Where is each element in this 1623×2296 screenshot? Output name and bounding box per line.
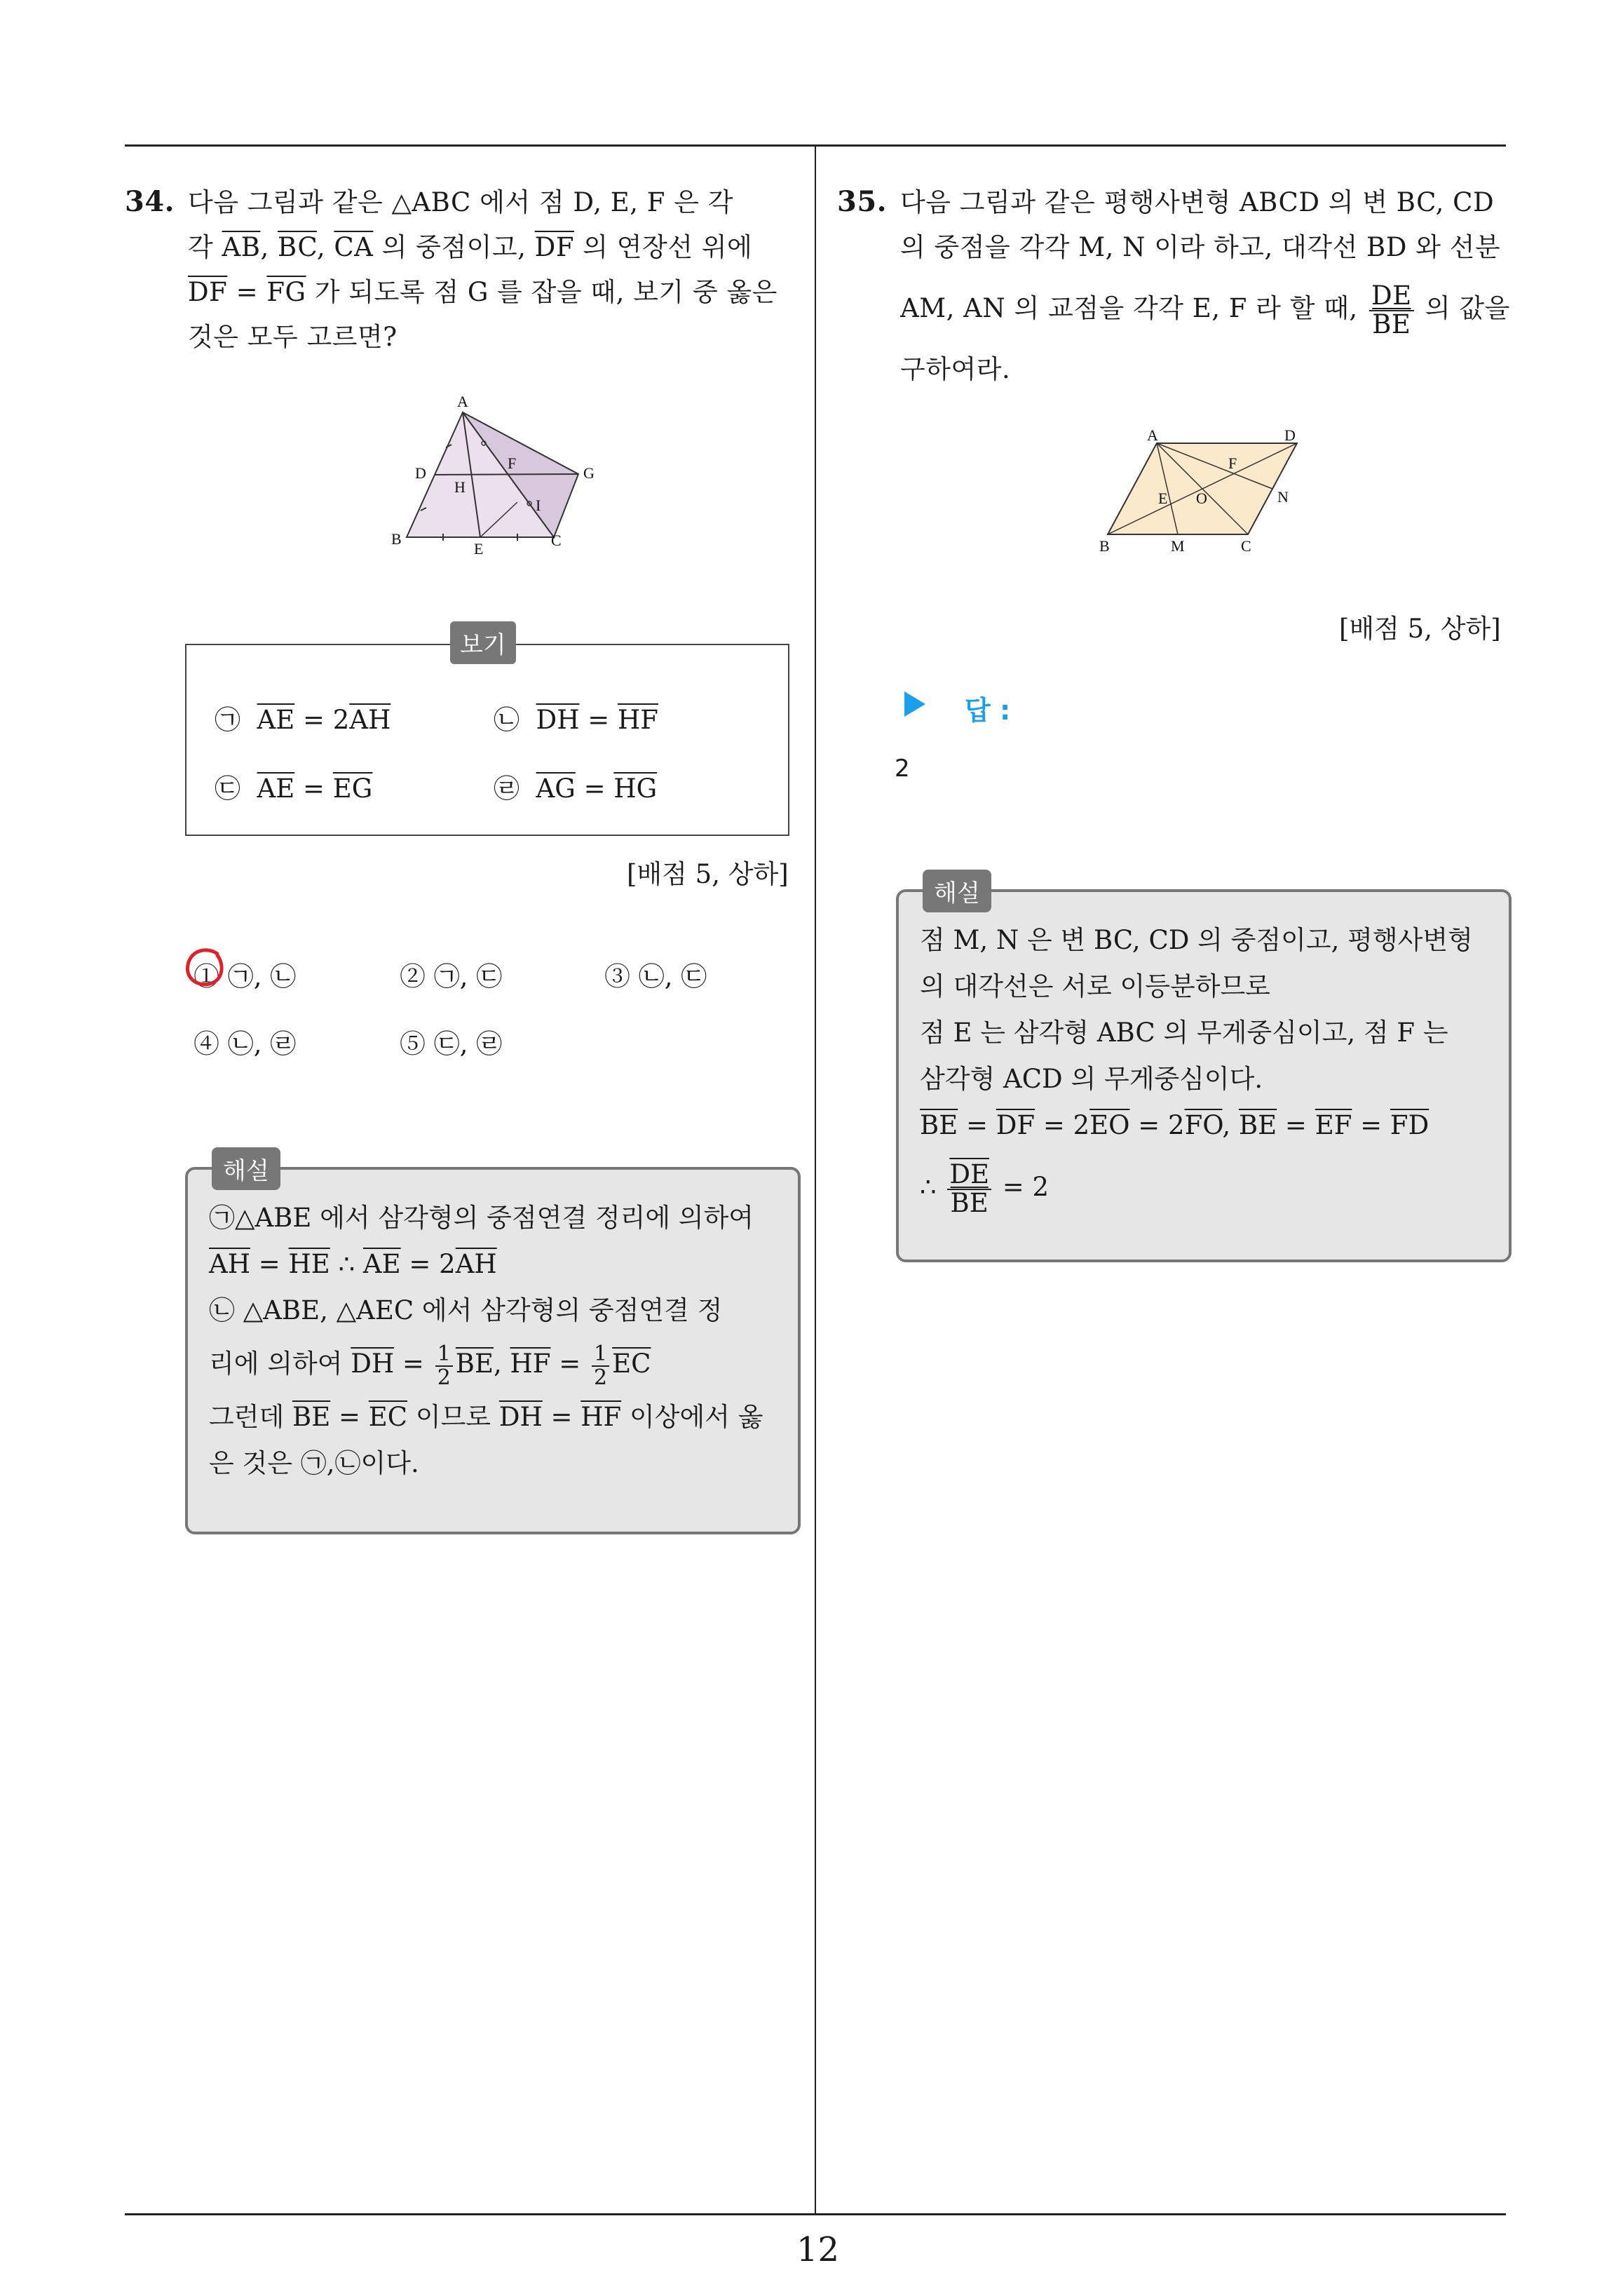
label-g: G (583, 464, 595, 482)
q35-line2: 의 중점을 각각 M, N 이라 하고, 대각선 BD 와 선분 (900, 232, 1501, 262)
q34-expl-line4: 리에 의하여 $\overline{DH}$ = $\frac{1}{2}$ $\overline{BE}$, $\overline{HF}$ = $\frac{1}{2}$ $\overline{EC}$ (209, 1342, 651, 1390)
q35-score: [배점 5, 상하] (1339, 614, 1501, 644)
q34-line1: 34. 다음 그림과 같은 △ABC 에서 점 D, E, F 은 각 (125, 180, 805, 225)
bogi-item-3: ㉢ $\overline{AE} = \overline{EG}$ (215, 774, 373, 804)
label-d: D (415, 464, 426, 482)
bogi-item-1: ㉠ $\overline{AE} = 2\overline{AH}$ (215, 705, 391, 735)
fraction-half: $\frac{1}{2}$ (435, 1343, 453, 1389)
q34-triangle-figure (379, 390, 617, 558)
choice-3[interactable]: ③ ㉡, ㉢ (604, 961, 707, 992)
label-e: E (474, 540, 484, 558)
label-h: H (454, 478, 466, 496)
q34-expl-line6: 은 것은 ㉠,㉡이다. (209, 1448, 419, 1478)
q34-expl-line5: 그런데 $\overline{BE} = \overline{EC}$ 이므로 $\overline{DH} = \overline{HF}$ 이상에서 옳 (209, 1402, 763, 1432)
q35-line3: AM, AN 의 교점을 각각 E, F 라 할 때, $\frac{DE}{BE}$ 의 값을 (900, 280, 1510, 339)
bottom-rule (125, 2213, 1506, 2215)
q35-expl-line4: 삼각형 ACD 의 무게중심이다. (920, 1064, 1263, 1094)
q34-line2: 각 $\overline{AB}$, $\overline{BC}$, $\overline{CA}$ 의 중점이고, $\overline{DF}$ 의 연장선 위에 (188, 232, 753, 262)
fraction-de-be: $\frac{\overline{DE}}{BE}$ (947, 1161, 991, 1217)
q35-expl-line3: 점 E 는 삼각형 ABC 의 무게중심이고, 점 F 는 (920, 1018, 1448, 1048)
q35-expl-line6: ∴ $\frac{\overline{DE}}{BE}$ = 2 (920, 1159, 1050, 1218)
label-c: C (551, 532, 562, 549)
column-divider (815, 144, 816, 2213)
bogi-item-4: ㉣ $\overline{AG} = \overline{HG}$ (494, 774, 658, 804)
label-o: O (1196, 489, 1207, 507)
label-b: B (391, 530, 402, 548)
answer-label: 답 : (965, 695, 1011, 726)
q34-score: [배점 5, 상하] (627, 859, 789, 889)
q35-expl-line1: 점 M, N 은 변 BC, CD 의 중점이고, 평행사변형 (920, 925, 1473, 955)
label-n: N (1277, 488, 1289, 506)
fraction-de-be: $\frac{DE}{BE}$ (1369, 283, 1414, 339)
choice-5[interactable]: ⑤ ㉢, ㉣ (400, 1029, 503, 1059)
choice-2[interactable]: ② ㉠, ㉢ (400, 961, 503, 992)
q35-line4: 구하여라. (900, 354, 1011, 384)
q35-number: 35. (837, 185, 888, 218)
q34-number: 34. (125, 185, 175, 218)
q35-expl-line2: 의 대각선은 서로 이등분하므로 (920, 971, 1270, 1001)
bogi-box (185, 644, 789, 836)
q34-line3: $\overline{DF} = \overline{FG}$ 가 되도록 점 G 를 잡을 때, 보기 중 옳은 (188, 277, 777, 307)
q35-expl-line5: $\overline{BE} = \overline{DF} = 2\overline{EO} = 2\overline{FO}$, $\overline{BE} = \overline{EF} = \overline{FD}$ (920, 1110, 1430, 1140)
choice-4[interactable]: ④ ㉡, ㉣ (193, 1029, 297, 1059)
q34-expl-line3: ㉡ △ABE, △AEC 에서 삼각형의 중점연결 정 (209, 1295, 723, 1325)
fraction-half: $\frac{1}{2}$ (592, 1343, 609, 1389)
q34-expl-line1: ㉠△ABE 에서 삼각형의 중점연결 정리에 의하여 (209, 1203, 754, 1233)
label-a: A (457, 393, 468, 410)
question-34 (125, 180, 805, 360)
q34-explanation-box (185, 1167, 801, 1534)
label-a: A (1147, 426, 1158, 444)
label-b: B (1099, 537, 1110, 555)
q34-expl-line2: $\overline{AH} = \overline{HE}$ ∴ $\overline{AE} = 2\overline{AH}$ (209, 1249, 497, 1279)
bogi-label: 보기 (450, 621, 516, 664)
answer-arrow-icon (904, 691, 925, 717)
q35-line1: 35. 다음 그림과 같은 평행사변형 ABCD 의 변 BC, CD (837, 180, 1517, 225)
q35-explanation-box (896, 889, 1512, 1262)
q35-parallelogram-figure (1094, 421, 1318, 561)
label-c: C (1241, 537, 1251, 555)
label-f: F (508, 454, 517, 472)
choice-1[interactable]: ① ㉠, ㉡ (193, 961, 297, 992)
q34-line4: 것은 모두 고르면? (188, 322, 398, 352)
q34-explanation-label: 해설 (212, 1147, 280, 1190)
label-d: D (1284, 426, 1296, 444)
q35-explanation-label: 해설 (923, 870, 991, 912)
bogi-item-2: ㉡ $\overline{DH} = \overline{HF}$ (494, 705, 658, 735)
label-f: F (1228, 454, 1237, 472)
page-number: 12 (796, 2230, 840, 2269)
label-m: M (1171, 537, 1185, 555)
label-e: E (1158, 489, 1168, 507)
label-i: I (536, 497, 541, 514)
selected-answer-circle (182, 945, 227, 990)
question-35 (837, 180, 1517, 392)
answer-value: 2 (895, 755, 910, 783)
